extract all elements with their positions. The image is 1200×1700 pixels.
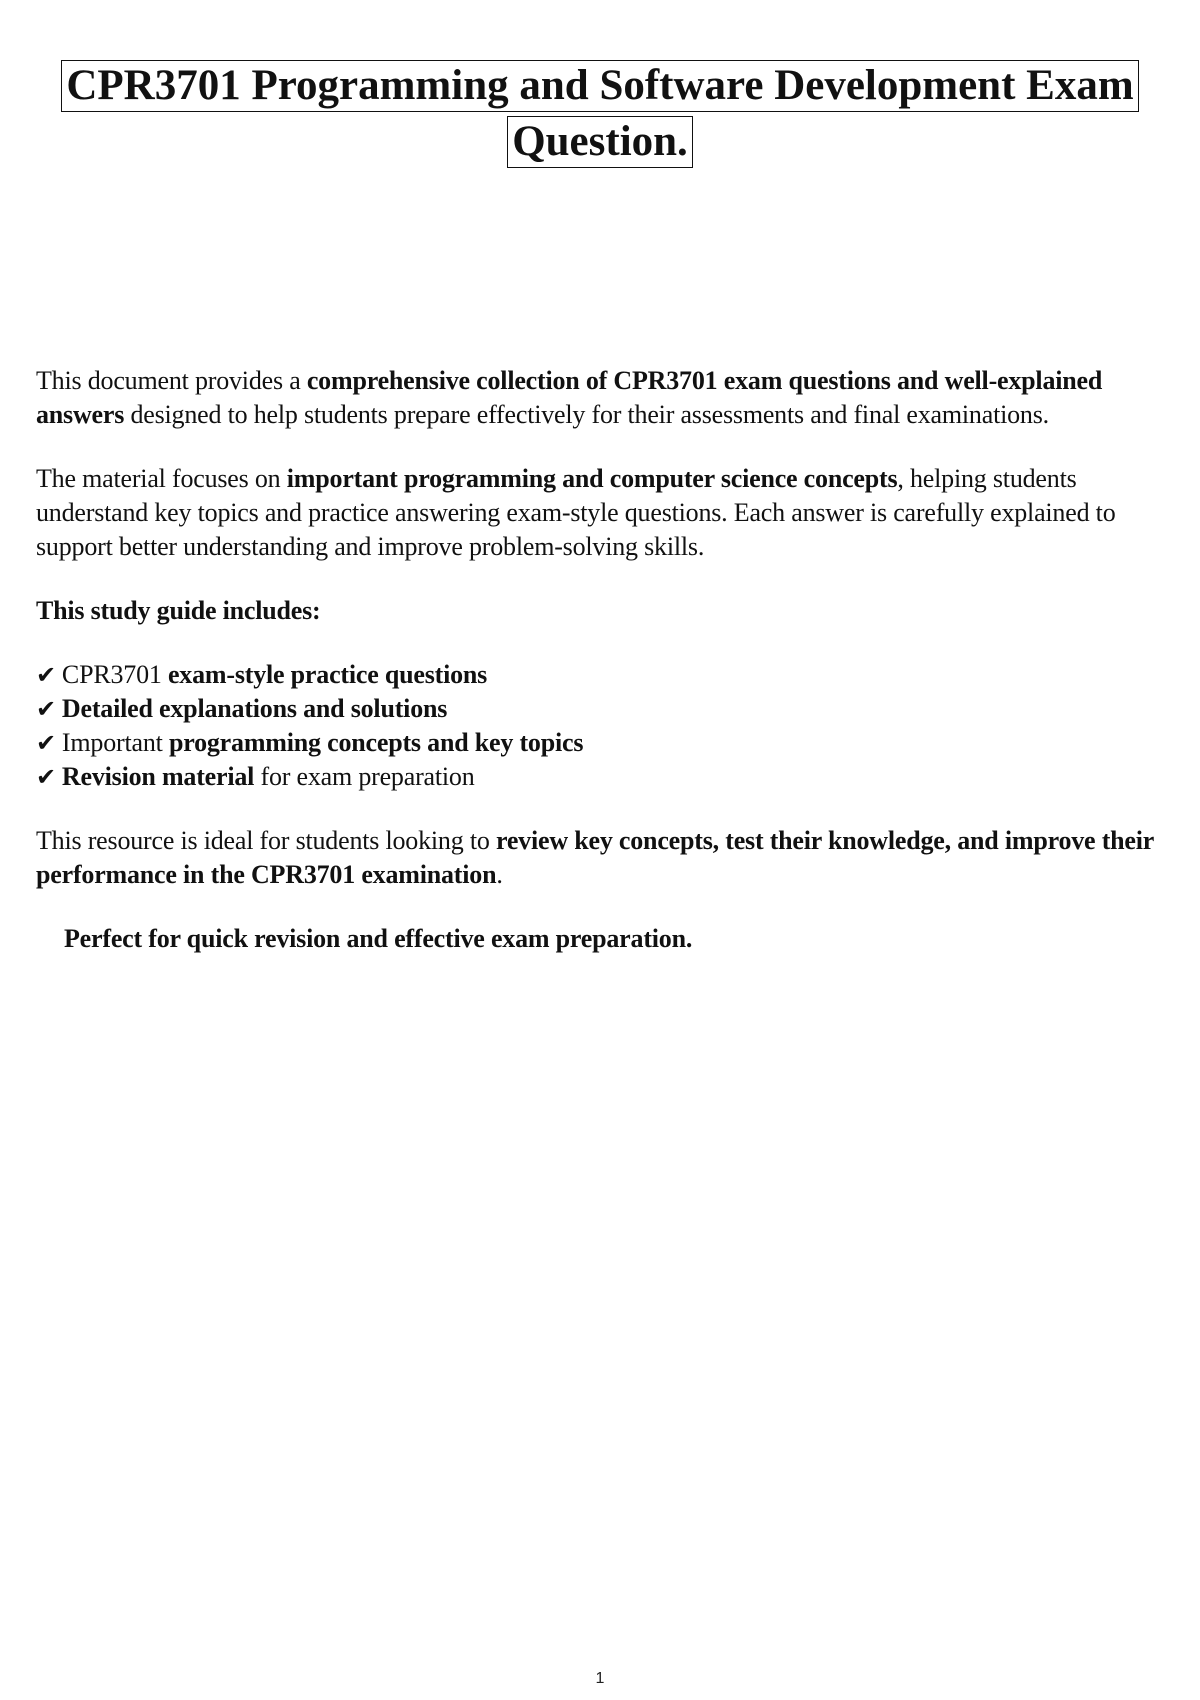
checklist-item-3-bold: programming concepts and key topics <box>168 728 584 757</box>
checkmark-icon: ✔ <box>36 729 56 757</box>
checkmark-icon: ✔ <box>36 695 56 723</box>
checkmark-icon: ✔ <box>36 661 56 689</box>
includes-heading <box>36 594 1166 628</box>
checkmark-icon: ✔ <box>36 763 56 791</box>
checklist-item-4 <box>36 760 1166 794</box>
title-line-2: Question. <box>507 116 693 168</box>
closing-text-c: . <box>496 860 503 889</box>
checklist <box>36 658 1166 794</box>
checklist-item-2-bold: Detailed explanations and solutions <box>61 694 448 723</box>
closing-paragraph <box>36 824 1166 892</box>
title-line-1: CPR3701 Programming and Software Development Exam <box>61 60 1138 112</box>
page-number: 1 <box>595 1670 605 1687</box>
intro-p2-text-a: The material focuses on <box>36 464 287 493</box>
intro-p1-text-a: This document provides a <box>36 366 307 395</box>
checklist-item-1-bold: exam-style practice questions <box>167 660 488 689</box>
checklist-item-1 <box>36 658 1166 692</box>
intro-p1-bold: comprehensive collection of CPR3701 exam questions and well-explained answers <box>36 366 1103 429</box>
includes-heading-text: This study guide includes: <box>36 596 321 625</box>
document-title <box>0 60 1200 168</box>
intro-paragraph-1 <box>36 364 1166 432</box>
closing-bold: review key concepts, test their knowledge, and improve their performance in the CPR3701 examination <box>36 826 1154 889</box>
checklist-item-4-bold: Revision material <box>61 762 255 791</box>
closing-text-a: This resource is ideal for students looking to <box>36 826 496 855</box>
tagline: Perfect for quick revision and effective exam preparation. <box>64 924 693 953</box>
intro-paragraph-2 <box>36 462 1166 564</box>
intro-p1-text-c: designed to help students prepare effectively for their assessments and final examinations. <box>124 400 1049 429</box>
checklist-item-3-normal: Important <box>61 728 169 757</box>
checklist-item-4-after: for exam preparation <box>254 762 475 791</box>
checklist-item-3 <box>36 726 1166 760</box>
intro-p2-text-c: , helping students understand key topics and practice answering exam-style questions. Each answer is carefully explained to support better understanding and improve problem-solving skills. <box>36 464 1116 561</box>
intro-p2-bold: important programming and computer science concepts <box>286 464 898 493</box>
checklist-item-1-normal: CPR3701 <box>61 660 168 689</box>
document-body <box>36 364 1166 986</box>
checklist-item-2 <box>36 692 1166 726</box>
